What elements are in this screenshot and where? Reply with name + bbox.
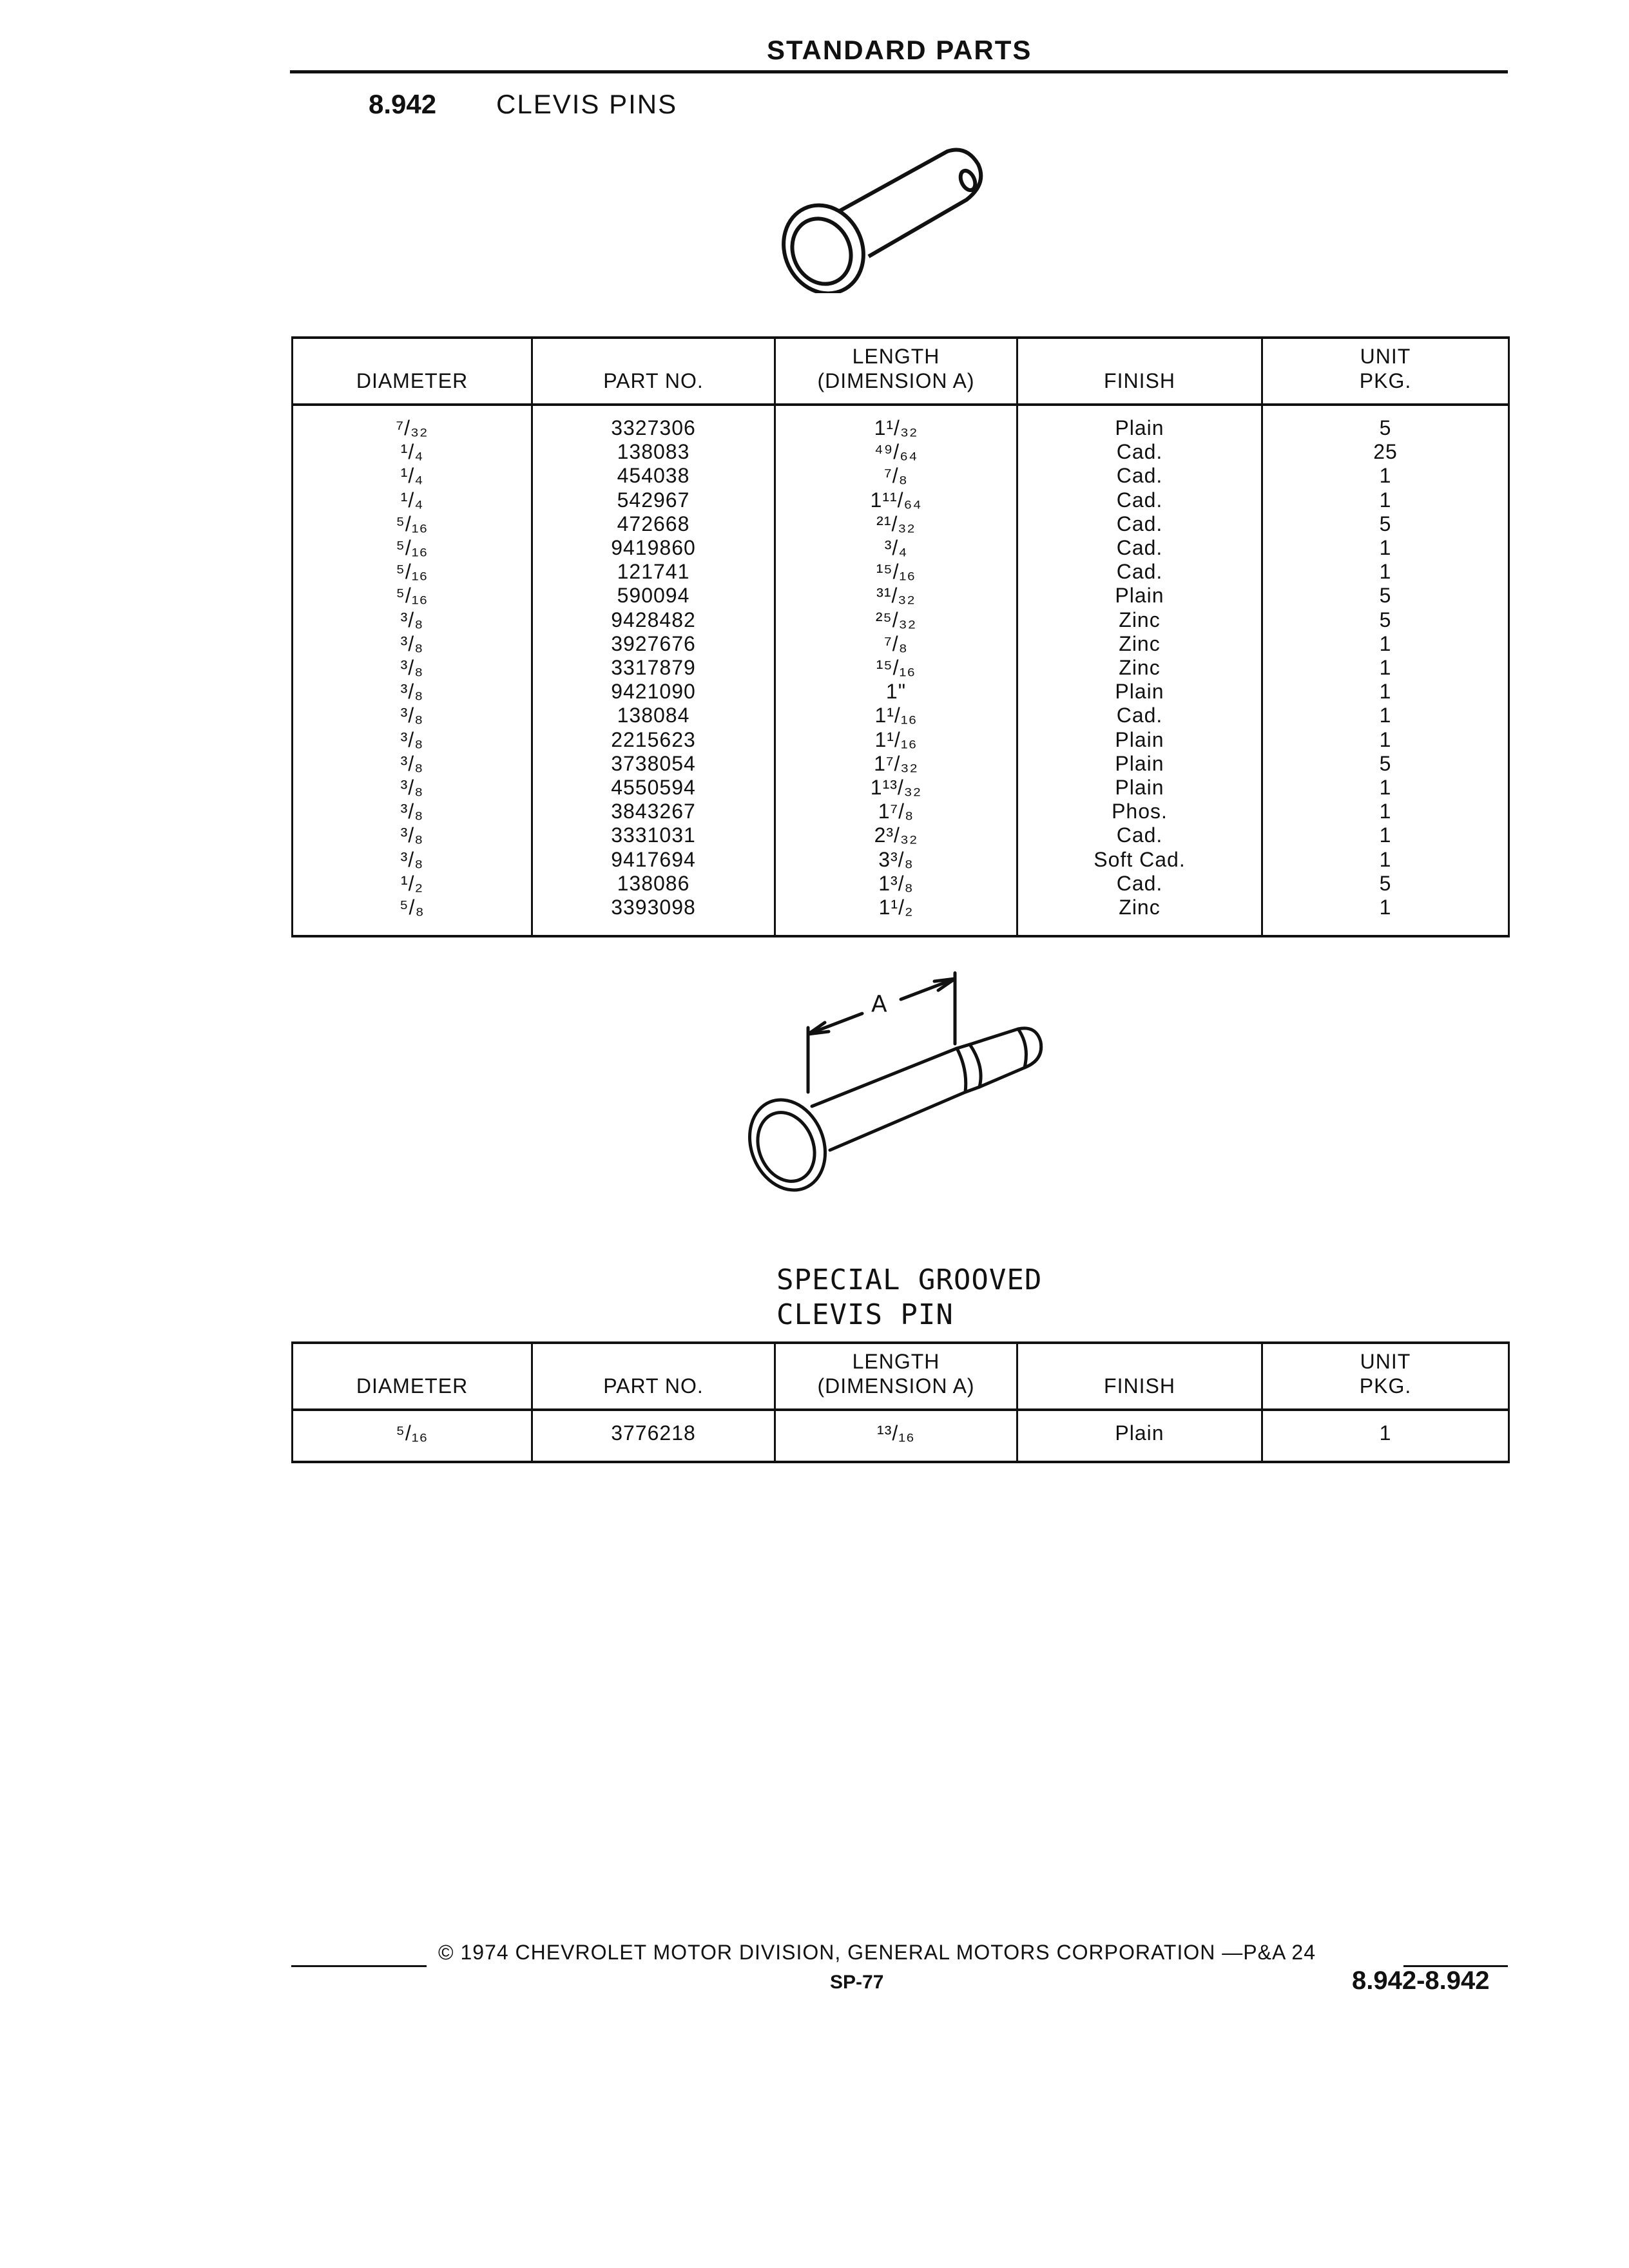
unit-pkg-cell: 1 [1262,464,1509,488]
length-cell: ¹⁵/₁₆ [775,560,1017,584]
table-row [293,536,1509,560]
finish-cell: Cad. [1017,464,1262,488]
diameter-cell: ³/₈ [293,680,532,704]
finish-cell: Cad. [1017,872,1262,896]
finish-cell: Cad. [1017,512,1262,536]
unit-pkg-cell: 1 [1262,656,1509,680]
column-header-part-no: PART NO. [532,1343,775,1410]
diameter-cell: ⁵/₁₆ [293,560,532,584]
diameter-cell: ¹/₄ [293,488,532,512]
finish-cell: Plain [1017,1410,1262,1462]
finish-cell: Zinc [1017,608,1262,632]
length-cell: 1⁷/₃₂ [775,752,1017,776]
length-cell: ¹³/₁₆ [775,1410,1017,1462]
section-title: CLEVIS PINS [496,89,678,119]
page-header-title: STANDARD PARTS [767,35,1032,65]
length-cell: 1" [775,680,1017,704]
finish-cell: Cad. [1017,536,1262,560]
finish-cell: Plain [1017,728,1262,752]
table-row [293,488,1509,512]
table-row [293,440,1509,464]
diameter-cell: ⁵/₁₆ [293,1410,532,1462]
table-row [293,608,1509,632]
length-cell: ³¹/₃₂ [775,584,1017,608]
length-cell: 2³/₃₂ [775,823,1017,847]
finish-cell: Phos. [1017,800,1262,823]
table-row [293,405,1509,440]
table-row [293,823,1509,847]
table-row [293,848,1509,872]
part-no-cell: 454038 [532,464,775,488]
table-row [293,872,1509,896]
diameter-cell: ³/₈ [293,848,532,872]
part-no-cell: 542967 [532,488,775,512]
unit-pkg-cell: 1 [1262,488,1509,512]
finish-cell: Plain [1017,584,1262,608]
diameter-cell: ³/₈ [293,656,532,680]
diameter-cell: ¹/₄ [293,440,532,464]
diameter-cell: ³/₈ [293,608,532,632]
diameter-cell: ³/₈ [293,752,532,776]
unit-pkg-cell: 1 [1262,704,1509,727]
part-no-cell: 3776218 [532,1410,775,1462]
finish-cell: Soft Cad. [1017,848,1262,872]
diameter-cell: ⁷/₃₂ [293,405,532,440]
table-row [293,560,1509,584]
part-no-cell: 9419860 [532,536,775,560]
part-no-cell: 121741 [532,560,775,584]
length-cell: 1¹/₁₆ [775,704,1017,727]
clevis-pin-illustration [773,139,1005,293]
diameter-cell: ⁵/₁₆ [293,584,532,608]
finish-cell: Zinc [1017,656,1262,680]
part-no-cell: 3331031 [532,823,775,847]
dimension-a-label: A [871,991,887,1017]
unit-pkg-cell: 1 [1262,800,1509,823]
unit-pkg-cell: 1 [1262,776,1509,800]
unit-pkg-cell: 5 [1262,608,1509,632]
copyright-line: © 1974 CHEVROLET MOTOR DIVISION, GENERAL MOTORS CORPORATION —P&A 24 [438,1941,1316,1964]
table-row [293,776,1509,800]
section-number: 8.942 [369,89,437,119]
footer-rule-left [291,1965,427,1967]
part-no-cell: 138083 [532,440,775,464]
special-pin-caption: SPECIAL GROOVED CLEVIS PIN [776,1264,1043,1331]
table-row [293,464,1509,488]
diameter-cell: ³/₈ [293,823,532,847]
column-header-finish: FINISH [1017,1343,1262,1410]
length-cell: ⁷/₈ [775,464,1017,488]
table-row [293,1410,1509,1462]
unit-pkg-cell: 5 [1262,405,1509,440]
unit-pkg-cell: 1 [1262,560,1509,584]
finish-cell: Plain [1017,405,1262,440]
length-cell: 1¹/₃₂ [775,405,1017,440]
finish-cell: Cad. [1017,440,1262,464]
finish-cell: Cad. [1017,823,1262,847]
diameter-cell: ¹/₄ [293,464,532,488]
special-grooved-pin-table [291,1341,1510,1463]
column-header-diameter: DIAMETER [293,1343,532,1410]
unit-pkg-cell: 5 [1262,752,1509,776]
part-no-cell: 3327306 [532,405,775,440]
unit-pkg-cell: 1 [1262,896,1509,936]
unit-pkg-cell: 1 [1262,728,1509,752]
table-row [293,704,1509,727]
table-row [293,512,1509,536]
column-header-part-no: PART NO. [532,338,775,405]
length-cell: 1³/₈ [775,872,1017,896]
unit-pkg-cell: 25 [1262,440,1509,464]
column-header-unit-pkg: UNIT PKG. [1262,338,1509,405]
sp-number: SP-77 [830,1972,884,1993]
length-cell: 1¹³/₃₂ [775,776,1017,800]
part-no-cell: 3393098 [532,896,775,936]
length-cell: ²¹/₃₂ [775,512,1017,536]
table-row [293,656,1509,680]
length-cell: ⁴⁹/₆₄ [775,440,1017,464]
unit-pkg-cell: 5 [1262,584,1509,608]
table-row [293,896,1509,936]
diameter-cell: ³/₈ [293,800,532,823]
clevis-pin-table [291,336,1510,937]
finish-cell: Cad. [1017,704,1262,727]
table-row [293,680,1509,704]
table-row [293,800,1509,823]
unit-pkg-cell: 1 [1262,848,1509,872]
finish-cell: Cad. [1017,560,1262,584]
part-no-cell: 3843267 [532,800,775,823]
length-cell: 1¹/₁₆ [775,728,1017,752]
unit-pkg-cell: 1 [1262,1410,1509,1462]
column-header-unit-pkg: UNIT PKG. [1262,1343,1509,1410]
length-cell: 1¹/₂ [775,896,1017,936]
length-cell: ¹⁵/₁₆ [775,656,1017,680]
part-no-cell: 2215623 [532,728,775,752]
finish-cell: Plain [1017,680,1262,704]
part-no-cell: 9421090 [532,680,775,704]
grooved-clevis-pin-illustration [747,963,1050,1208]
part-no-cell: 3738054 [532,752,775,776]
diameter-cell: ³/₈ [293,632,532,656]
page-number: 8.942-8.942 [1352,1966,1490,1995]
part-no-cell: 9428482 [532,608,775,632]
table-row [293,632,1509,656]
finish-cell: Zinc [1017,896,1262,936]
length-cell: ³/₄ [775,536,1017,560]
table-row [293,728,1509,752]
part-no-cell: 4550594 [532,776,775,800]
part-no-cell: 3927676 [532,632,775,656]
header-rule [290,70,1508,73]
unit-pkg-cell: 1 [1262,536,1509,560]
part-no-cell: 138084 [532,704,775,727]
finish-cell: Plain [1017,776,1262,800]
length-cell: ⁷/₈ [775,632,1017,656]
length-cell: 1¹¹/₆₄ [775,488,1017,512]
diameter-cell: ⁵/₁₆ [293,536,532,560]
part-no-cell: 472668 [532,512,775,536]
part-no-cell: 9417694 [532,848,775,872]
column-header-length: LENGTH (DIMENSION A) [775,338,1017,405]
diameter-cell: ⁵/₈ [293,896,532,936]
finish-cell: Plain [1017,752,1262,776]
unit-pkg-cell: 1 [1262,823,1509,847]
diameter-cell: ³/₈ [293,776,532,800]
column-header-diameter: DIAMETER [293,338,532,405]
length-cell: ²⁵/₃₂ [775,608,1017,632]
table-row [293,752,1509,776]
finish-cell: Cad. [1017,488,1262,512]
unit-pkg-cell: 5 [1262,512,1509,536]
length-cell: 3³/₈ [775,848,1017,872]
column-header-length: LENGTH (DIMENSION A) [775,1343,1017,1410]
diameter-cell: ¹/₂ [293,872,532,896]
unit-pkg-cell: 1 [1262,632,1509,656]
diameter-cell: ⁵/₁₆ [293,512,532,536]
unit-pkg-cell: 1 [1262,680,1509,704]
part-no-cell: 138086 [532,872,775,896]
unit-pkg-cell: 5 [1262,872,1509,896]
column-header-finish: FINISH [1017,338,1262,405]
table-row [293,584,1509,608]
part-no-cell: 590094 [532,584,775,608]
diameter-cell: ³/₈ [293,728,532,752]
part-no-cell: 3317879 [532,656,775,680]
finish-cell: Zinc [1017,632,1262,656]
length-cell: 1⁷/₈ [775,800,1017,823]
diameter-cell: ³/₈ [293,704,532,727]
